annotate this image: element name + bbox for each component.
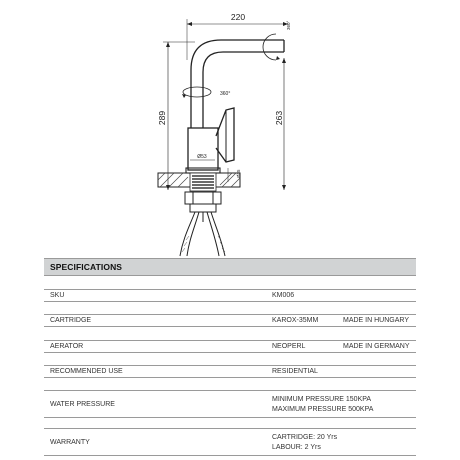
- lever-handle: [216, 108, 234, 162]
- spec-value: KM006: [272, 292, 295, 299]
- spout-height-label: 263: [274, 110, 284, 126]
- body-rotation-label: 360°: [220, 91, 231, 97]
- spec-label: SKU: [50, 292, 65, 299]
- deck-dimension-label: Ø35: [236, 169, 241, 178]
- spec-row-aerator: [44, 340, 416, 353]
- spout-rotation-label: 360°: [286, 20, 291, 30]
- spec-row-sku: [44, 289, 416, 302]
- specifications-table: [44, 258, 416, 456]
- specifications-header: SPECIFICATIONS: [44, 258, 416, 276]
- spec-value-line: MAXIMUM PRESSURE 500KPA: [272, 405, 374, 413]
- spec-row-recommended-use: [44, 365, 416, 378]
- spec-row-cartridge: [44, 314, 416, 327]
- width-dimension-label: 220: [230, 12, 246, 22]
- spec-label: AERATOR: [50, 343, 84, 350]
- spec-value: NEOPERL: [272, 343, 306, 350]
- total-height-label: 289: [157, 110, 167, 126]
- spec-value-origin: MADE IN GERMANY: [343, 343, 410, 350]
- spec-value: KAROX-35MM: [272, 317, 319, 324]
- base-diameter-label: Ø53: [197, 154, 207, 160]
- spec-label: RECOMMENDED USE: [50, 368, 123, 375]
- mounting-nut: [185, 192, 221, 204]
- tap-body: [188, 128, 218, 170]
- spec-label: CARTRIDGE: [50, 317, 92, 324]
- spec-value: RESIDENTIAL: [272, 368, 318, 375]
- spec-label: WARRANTY: [50, 438, 90, 446]
- spec-value-line: MINIMUM PRESSURE 150KPA: [272, 395, 372, 403]
- spec-row-warranty: [44, 428, 416, 456]
- spec-row-water-pressure: [44, 390, 416, 418]
- spec-label: WATER PRESSURE: [50, 400, 115, 408]
- spec-value-origin: MADE IN HUNGARY: [343, 317, 409, 324]
- spec-value-line: CARTRIDGE: 20 Yrs: [272, 433, 338, 441]
- spout-inner: [203, 52, 284, 128]
- rotation-arrow-body: [183, 87, 211, 97]
- spout-outer: [191, 40, 284, 128]
- spec-value-line: LABOUR: 2 Yrs: [272, 443, 321, 451]
